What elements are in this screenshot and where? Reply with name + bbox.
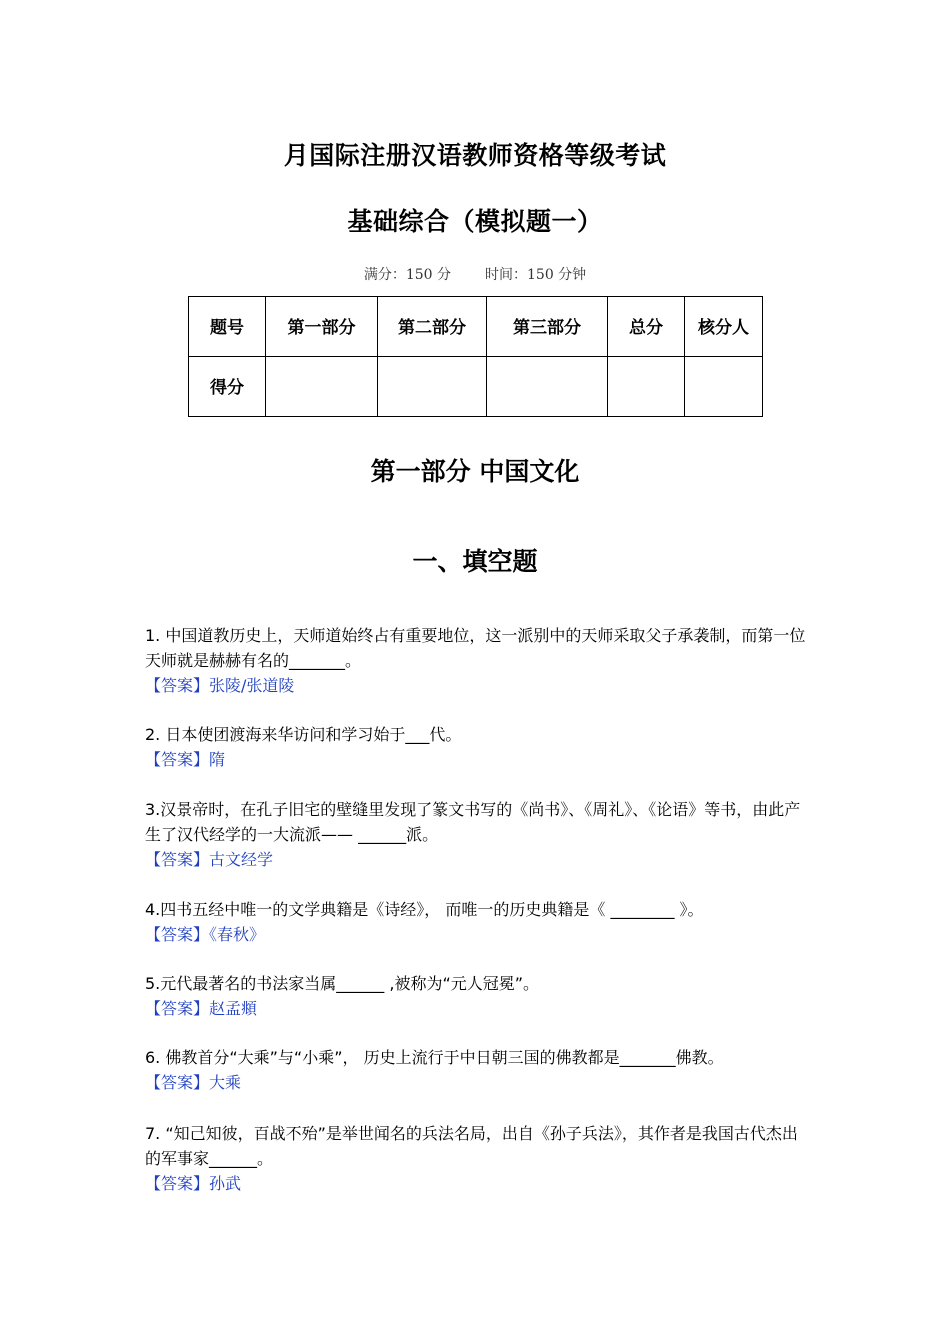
score-table-header: 第二部分 [378, 297, 487, 357]
question-item [145, 1121, 810, 1196]
answer-prefix: 【答案】 [145, 750, 210, 769]
answer-line [145, 922, 810, 947]
answer-prefix: 【答案】 [145, 925, 210, 944]
answer-text: 张陵/张道陵 [209, 676, 295, 695]
question-text: 3.汉景帝时，在孔子旧宅的壁缝里发现了篆文书写的《尚书》、《周礼》、《论语》等书，由此产生了汉代经学的一大流派—— ______派。 [145, 800, 801, 844]
score-table-header: 核分人 [685, 297, 763, 357]
answer-line [145, 673, 810, 698]
answer-line [145, 1070, 810, 1095]
answer-prefix: 【答案】 [145, 1174, 210, 1193]
score-table-header: 第三部分 [487, 297, 608, 357]
answer-prefix: 【答案】 [145, 676, 210, 695]
score-table-header: 第一部分 [266, 297, 378, 357]
question-item [145, 971, 810, 1021]
question-text: 5.元代最著名的书法家当属______ ,被称为“元人冠冕”。 [145, 974, 540, 993]
score-table-header-row [189, 297, 763, 357]
score-cell-part1 [266, 357, 378, 417]
answer-prefix: 【答案】 [145, 999, 210, 1018]
time-text: 时间：150 分钟 [485, 267, 587, 283]
question-text: 2. 日本使团渡海来华访问和学习始于___代。 [145, 725, 462, 744]
score-row-label: 得分 [189, 357, 266, 417]
answer-line [145, 847, 810, 872]
answer-text: 赵孟頫 [209, 999, 258, 1018]
answer-prefix: 【答案】 [145, 850, 210, 869]
score-table [188, 296, 763, 417]
score-table-score-row [189, 357, 763, 417]
score-cell-checker [685, 357, 763, 417]
answer-text: 隋 [209, 750, 226, 769]
answer-text: 古文经学 [209, 850, 274, 869]
question-text: 4.四书五经中唯一的文学典籍是《诗经》， 而唯一的历史典籍是《 ________ 》。 [145, 900, 704, 919]
subsection-title: 一、填空题 [412, 547, 538, 576]
score-cell-part3 [487, 357, 608, 417]
full-score-text: 满分：150 分 [363, 267, 451, 283]
question-text: 7. “知己知彼，百战不殆”是举世闻名的兵法名局，出自《孙子兵法》，其作者是我国古代杰出的军事家______。 [145, 1124, 798, 1168]
answer-line [145, 996, 810, 1021]
section-title: 第一部分 中国文化 [370, 457, 580, 486]
question-item [145, 897, 810, 947]
question-item [145, 797, 810, 872]
score-cell-part2 [378, 357, 487, 417]
answer-line [145, 1171, 810, 1196]
question-item [145, 623, 810, 698]
answer-text: 孙武 [209, 1174, 242, 1193]
score-cell-total [608, 357, 685, 417]
score-table-header: 总分 [608, 297, 685, 357]
score-table-header: 题号 [189, 297, 266, 357]
exam-title: 月国际注册汉语教师资格等级考试 [283, 141, 667, 170]
exam-subtitle: 基础综合（模拟题一） [347, 207, 603, 236]
answer-line [145, 747, 810, 772]
exam-meta [0, 264, 950, 284]
answer-text: 《春秋》 [209, 925, 266, 944]
question-text: 1. 中国道教历史上，天师道始终占有重要地位，这一派别中的天师采取父子承袭制，而第一位天师就是赫赫有名的_______。 [145, 626, 806, 670]
question-text: 6. 佛教首分“大乘”与“小乘”， 历史上流行于中日朝三国的佛教都是_______佛教。 [145, 1048, 724, 1067]
question-item [145, 722, 810, 772]
answer-prefix: 【答案】 [145, 1073, 210, 1092]
question-item [145, 1045, 810, 1095]
answer-text: 大乘 [209, 1073, 242, 1092]
